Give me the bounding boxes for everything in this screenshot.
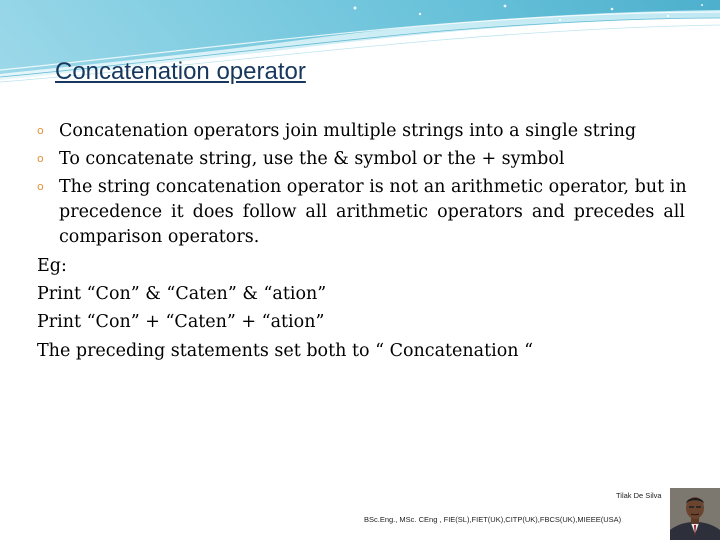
example-label: Eg: — [37, 256, 67, 276]
conclusion-text: The preceding statements set both to “ Concatenation “ — [37, 341, 534, 361]
bullet-marker-icon: o — [37, 152, 44, 165]
bullet-continuation: precedence it does follow all arithmetic operators and precedes all — [59, 202, 685, 222]
bullet-text: Concatenation operators join multiple strings into a single string — [59, 121, 637, 141]
example-line: Print “Con” & “Caten” & “ation” — [37, 284, 327, 304]
author-qualifications: BSc.Eng., MSc. CEng , FIE(SL),FIET(UK),CITP(UK),FBCS(UK),MIEEE(USA) — [364, 515, 622, 524]
author-photo — [670, 488, 720, 540]
bullet-text: To concatenate string, use the & symbol or the + symbol — [59, 149, 565, 169]
bullet-marker-icon: o — [37, 180, 44, 193]
example-line: Print “Con” + “Caten” + “ation” — [37, 312, 325, 332]
author-name: Tilak De Silva — [616, 491, 662, 500]
bullet-text: The string concatenation operator is not an arithmetic operator, but in — [59, 177, 687, 197]
bullet-marker-icon: o — [37, 124, 44, 137]
slide-title: Concatenation operator — [55, 58, 306, 85]
bullet-continuation: comparison operators. — [59, 227, 260, 247]
